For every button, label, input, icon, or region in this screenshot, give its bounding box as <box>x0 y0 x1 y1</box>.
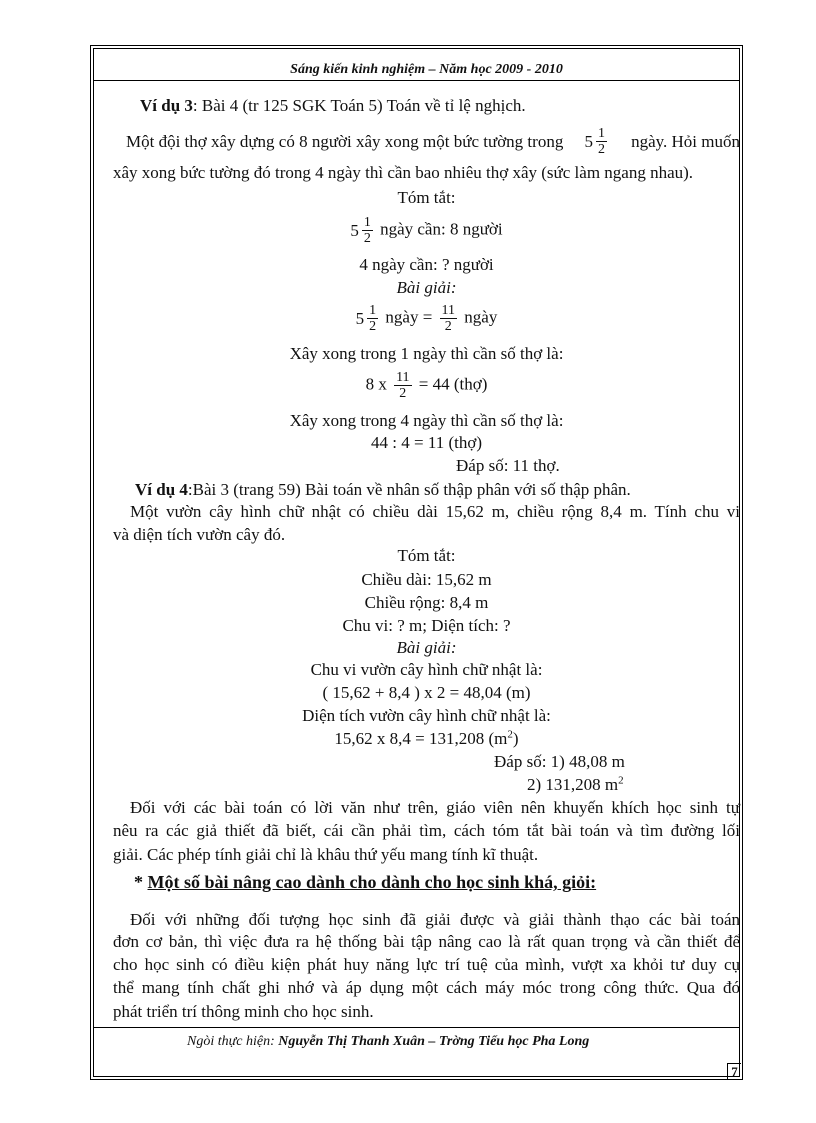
example-4-step-1: Chu vi vườn cây hình chữ nhật là: <box>310 660 543 679</box>
paragraph-2-line1: Đối với những đối tượng học sinh đã giải được và giải thành thạo các bài toán <box>130 910 740 929</box>
paragraph-1-line3: giải. Các phép tính giải chỉ là khâu thứ yếu mang tính kĩ thuật. <box>113 845 539 864</box>
example-3-problem-line2: xây xong bức tường đó trong 4 ngày thì cần bao nhiêu thợ xây (sức làm ngang nhau). <box>113 163 694 182</box>
problem-text: Một đội thợ xây dựng có 8 người xây xong một bức tường trong <box>126 131 564 151</box>
calc-text: = 44 (thợ) <box>418 374 488 394</box>
numerator: 1 <box>363 215 371 230</box>
example-3-summary-line1 <box>113 215 740 246</box>
example-3-answer: Đáp số: 11 thợ. <box>456 456 560 475</box>
example-4-calc-2 <box>113 729 740 749</box>
example-3-problem-line1 <box>126 126 740 157</box>
fraction <box>596 126 607 157</box>
fraction <box>362 215 373 246</box>
header-divider <box>93 80 740 81</box>
page-footer <box>187 1032 589 1052</box>
example-3-calc-2: 44 : 4 = 11 (thợ) <box>371 433 482 452</box>
example-3-equation-1 <box>113 303 740 334</box>
section-heading-text: Một số bài nâng cao dành cho dành cho học sinh khá, giỏi: <box>147 872 597 892</box>
superscript: 2 <box>618 774 624 787</box>
section-heading <box>134 872 596 892</box>
whole-part: 5 <box>584 131 593 151</box>
fraction <box>440 303 457 334</box>
calc-text: 8 x <box>365 374 387 394</box>
example-3-calc-1 <box>113 370 740 401</box>
example-3-summary-line2: 4 ngày cần: ? người <box>359 255 494 274</box>
example-3-solution-label: Bài giải: <box>396 278 457 297</box>
numerator: 11 <box>396 370 410 385</box>
denominator: 2 <box>597 142 605 157</box>
example-4-calc-1: ( 15,62 + 8,4 ) x 2 = 48,04 (m) <box>322 683 531 702</box>
example-3-step-1: Xây xong trong 1 ngày thì cần số thợ là: <box>289 344 564 363</box>
example-4-summary-label: Tóm tắt: <box>397 546 456 565</box>
example-4-title <box>135 480 631 500</box>
whole-part: 5 <box>355 308 365 328</box>
numerator: 1 <box>597 126 605 141</box>
paragraph-2-line2: đơn cơ bản, thì việc đưa ra hệ thống bài tập nâng cao là rất quan trọng và cần thiết để <box>113 932 740 951</box>
example-4-answer-1: Đáp số: 1) 48,08 m <box>494 752 625 771</box>
footer-author: Nguyễn Thị Thanh Xuân – Trờng Tiểu học Pha Long <box>278 1034 590 1049</box>
paragraph-2-line5: phát triển trí thông minh cho học sinh. <box>113 1002 374 1021</box>
page-number: 7 <box>727 1063 741 1080</box>
example-3-title <box>140 96 526 116</box>
denominator: 2 <box>363 231 371 246</box>
paragraph-1-line2: nêu ra các giả thiết đã biết, cái cần phải tìm, cách tóm tắt bài toán và tìm đường lối <box>113 821 740 840</box>
example-4-answer-2 <box>527 775 624 795</box>
example-3-title-text: : Bài 4 (tr 125 SGK Toán 5) Toán về tỉ lệ nghịch. <box>192 96 526 115</box>
example-4-summary-line1: Chiều dài: 15,62 m <box>361 570 492 589</box>
example-4-solution-label: Bài giải: <box>396 638 457 657</box>
example-3-label: Ví dụ 3 <box>140 96 193 115</box>
example-3-step-2: Xây xong trong 4 ngày thì cần số thợ là: <box>289 411 564 430</box>
summary-text: ngày cần: 8 người <box>380 219 503 239</box>
example-4-problem-line2: và diện tích vườn cây đó. <box>113 525 286 544</box>
example-3-summary-label: Tóm tắt: <box>397 188 456 207</box>
denominator: 2 <box>444 319 452 334</box>
example-4-summary-line3: Chu vi: ? m; Diện tích: ? <box>342 616 511 635</box>
superscript: 2 <box>507 728 513 741</box>
example-4-title-text: :Bài 3 (trang 59) Bài toán về nhân số thập phân với số thập phân. <box>187 480 631 499</box>
paragraph-2-line3: cho học sinh có điều kiện phát huy năng lực trí tuệ của mình, vượt xa khỏi tư duy cụ <box>113 955 740 974</box>
problem-text: ngày. Hỏi muốn <box>631 131 740 151</box>
denominator: 2 <box>399 386 407 401</box>
fraction <box>367 303 378 334</box>
example-4-label: Ví dụ 4 <box>135 480 188 499</box>
answer-text: 2) 131,208 m <box>527 775 619 794</box>
calc-text: ) <box>512 729 519 748</box>
fraction <box>394 370 411 401</box>
calc-text: 15,62 x 8,4 = 131,208 (m <box>334 729 508 748</box>
page-header: Sáng kiến kinh nghiệm – Năm học 2009 - 2010 <box>290 62 563 77</box>
whole-part: 5 <box>350 220 359 240</box>
example-4-summary-line2: Chiều rộng: 8,4 m <box>364 593 489 612</box>
mixed-number <box>584 126 610 157</box>
paragraph-1-line1: Đối với các bài toán có lời văn như trên, giáo viên nên khuyến khích học sinh tự <box>130 798 740 817</box>
footer-divider <box>93 1027 740 1028</box>
footer-label: Ngòi thực hiện: <box>187 1034 275 1049</box>
bullet: * <box>134 872 143 892</box>
equation-text: ngày <box>464 307 498 327</box>
example-4-step-2: Diện tích vườn cây hình chữ nhật là: <box>302 706 551 725</box>
paragraph-2-line4: thể mang tính chất ghi nhớ và áp dụng một cách máy móc trong công thức. Qua đó <box>113 978 740 997</box>
numerator: 11 <box>441 303 456 318</box>
numerator: 1 <box>369 303 377 318</box>
denominator: 2 <box>369 319 377 334</box>
equation-text: ngày = <box>385 307 433 327</box>
example-4-problem-line1: Một vườn cây hình chữ nhật có chiều dài 15,62 m, chiều rộng 8,4 m. Tính chu vi <box>130 502 740 521</box>
